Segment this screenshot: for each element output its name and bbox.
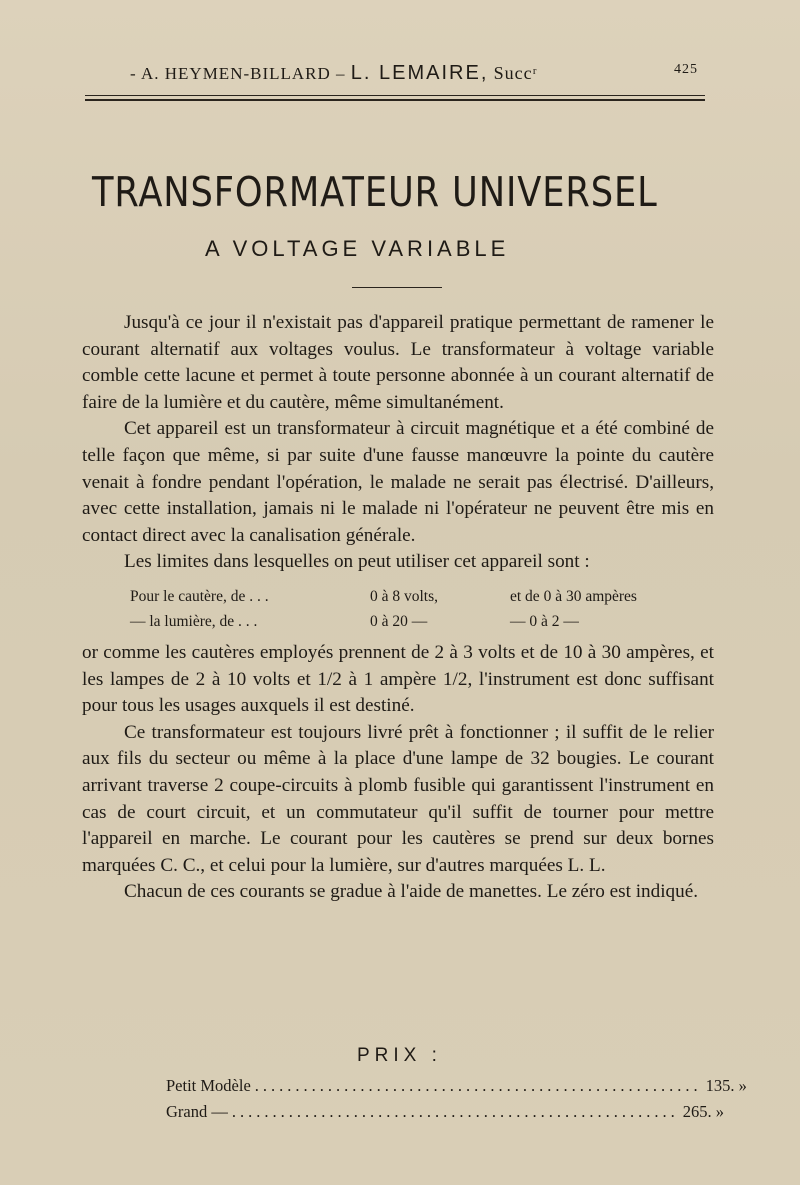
limits-amps: et de 0 à 30 ampères bbox=[510, 587, 637, 605]
limits-volts: 0 à 20 — bbox=[370, 612, 428, 630]
price-heading: PRIX : bbox=[357, 1045, 442, 1066]
limits-label: Pour le cautère, de . . . bbox=[130, 587, 269, 605]
limits-label: — la lumière, de . . . bbox=[130, 612, 258, 630]
limits-volts: 0 à 8 volts, bbox=[370, 587, 439, 605]
header-rule-thin bbox=[85, 95, 705, 96]
limits-row-lumiere bbox=[130, 609, 714, 634]
body-text bbox=[82, 310, 714, 906]
title-divider bbox=[352, 287, 442, 288]
price-list bbox=[166, 1076, 747, 1128]
price-row-grand bbox=[166, 1102, 724, 1128]
price-value: 265. » bbox=[682, 1102, 724, 1121]
header-house-name: L. LEMAIRE, bbox=[350, 62, 489, 84]
dot-leader: ....................................................... bbox=[254, 1076, 702, 1095]
price-label: Petit Modèle bbox=[166, 1076, 251, 1095]
paragraph-installation: Ce transformateur est toujours livré prêt à fonctionner ; il suffit de le relier aux fils du secteur ou même à la place d'une lampe de 32 bougies. Le courant arrivant traverse 2 coupe-circuits à plomb fusible qui garantissent l'instrument en cas de court circuit, et un commutateur qu'il suffit de tourner pour mettre l'appareil en marche. Le courant pour les cautères se prend sur deux bornes marquées C. C., et celui pour la lumière, sur d'autres marquées L. L. bbox=[82, 721, 714, 876]
paragraph-usage: or comme les cautères employés prennent de 2 à 3 volts et de 10 à 30 ampères, et les lampes de 2 à 10 volts et 1/2 à 1 ampère 1/2, l'instrument est donc suffisant pour tous les usages auxquels il est destiné. bbox=[82, 641, 714, 717]
price-label: Grand — bbox=[166, 1102, 228, 1121]
price-row-petit bbox=[166, 1076, 747, 1102]
page-subtitle: A VOLTAGE VARIABLE bbox=[205, 236, 510, 261]
paragraph-description: Cet appareil est un transformateur à circuit magnétique et a été combiné de telle façon que même, si par suite d'une fausse manœuvre la pointe du cautère venait à fondre pendant l'opération, le malade ne serait pas électrisé. D'ailleurs, avec cette installation, jamais ni le malade ni l'opérateur ne peuvent être mis en contact direct avec la canalisation générale. bbox=[82, 418, 714, 546]
dot-leader: ....................................................... bbox=[231, 1102, 679, 1121]
paragraph-regulation: Chacun de ces courants se gradue à l'aide de manettes. Le zéro est indiqué. bbox=[124, 881, 699, 903]
limits-amps: — 0 à 2 — bbox=[510, 612, 579, 630]
header-rule-thick bbox=[85, 99, 705, 101]
running-header bbox=[130, 62, 700, 85]
limits-table bbox=[130, 584, 714, 634]
paragraph-limits-intro: Les limites dans lesquelles on peut utiliser cet appareil sont : bbox=[124, 551, 590, 573]
header-successor: Succʳ bbox=[493, 63, 538, 83]
paragraph-intro: Jusqu'à ce jour il n'existait pas d'appareil pratique permettant de ramener le courant alternatif aux voltages voulus. Le transformateur à voltage variable comble cette lacune et permet à toute personne abonnée à un courant alternatif de faire de la lumière et du cautère, même simultanément. bbox=[82, 312, 714, 413]
price-value: 135. » bbox=[705, 1076, 747, 1095]
page-number: 425 bbox=[674, 62, 698, 77]
header-left: - A. HEYMEN-BILLARD – bbox=[130, 64, 346, 83]
limits-row-cautere bbox=[130, 584, 714, 609]
page-title: TRANSFORMATEUR UNIVERSEL bbox=[92, 168, 658, 216]
